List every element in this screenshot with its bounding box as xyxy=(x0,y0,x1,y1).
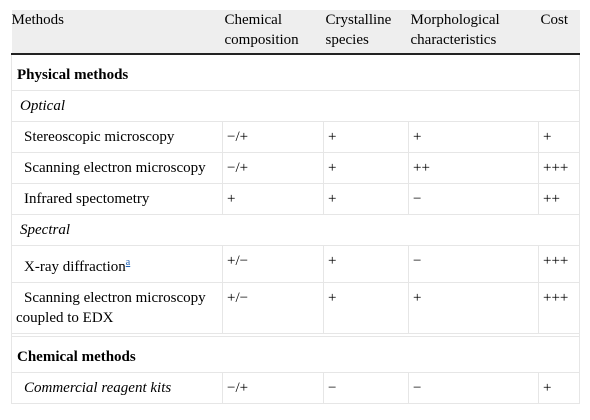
header-morphological-characteristics: Morphological characteristics xyxy=(409,10,539,54)
footnote-link[interactable]: a xyxy=(125,257,131,268)
header-row xyxy=(12,10,580,54)
table-row xyxy=(12,153,580,184)
row-chemical: −/+ xyxy=(223,373,324,404)
row-crystalline: + xyxy=(324,184,409,215)
row-morphological: − xyxy=(409,246,539,283)
subsection-row xyxy=(12,215,580,246)
subsection-spectral: Spectral xyxy=(12,215,580,246)
section-chemical-methods: Chemical methods xyxy=(12,337,580,373)
row-method: Scanning electron microscopy xyxy=(24,160,206,176)
row-morphological: − xyxy=(409,184,539,215)
header-cost: Cost xyxy=(539,10,580,54)
row-cost: +++ xyxy=(539,153,580,184)
row-chemical: −/+ xyxy=(223,153,324,184)
row-cost: +++ xyxy=(539,283,580,334)
row-morphological: − xyxy=(409,373,539,404)
methods-table xyxy=(11,10,580,404)
row-chemical: +/− xyxy=(223,246,324,283)
table-row xyxy=(12,122,580,153)
section-physical-methods: Physical methods xyxy=(12,54,580,91)
table-row xyxy=(12,246,580,283)
row-crystalline: + xyxy=(324,283,409,334)
row-cost: + xyxy=(539,122,580,153)
row-morphological: ++ xyxy=(409,153,539,184)
row-crystalline: + xyxy=(324,122,409,153)
subsection-row xyxy=(12,91,580,122)
row-chemical: + xyxy=(223,184,324,215)
row-chemical: −/+ xyxy=(223,122,324,153)
header-methods: Methods xyxy=(12,10,223,54)
row-cost: ++ xyxy=(539,184,580,215)
row-method: X-ray diffraction xyxy=(24,259,126,275)
section-row xyxy=(12,337,580,373)
section-row xyxy=(12,54,580,91)
row-crystalline: + xyxy=(324,153,409,184)
row-morphological: + xyxy=(409,122,539,153)
table-row xyxy=(12,184,580,215)
subsection-optical: Optical xyxy=(12,91,580,122)
row-method: Infrared spectometry xyxy=(24,191,150,207)
table-row xyxy=(12,373,580,404)
row-morphological: + xyxy=(409,283,539,334)
row-crystalline: + xyxy=(324,246,409,283)
row-method: Commercial reagent kits xyxy=(24,380,172,396)
row-cost: +++ xyxy=(539,246,580,283)
row-method: Stereoscopic microscopy xyxy=(24,129,175,145)
header-chemical-composition: Chemical composition xyxy=(223,10,324,54)
row-chemical: +/− xyxy=(223,283,324,334)
table-row xyxy=(12,283,580,334)
row-method: Scanning electron microscopy coupled to EDX xyxy=(16,290,206,326)
header-crystalline-species: Crystalline species xyxy=(324,10,409,54)
row-cost: + xyxy=(539,373,580,404)
row-crystalline: − xyxy=(324,373,409,404)
